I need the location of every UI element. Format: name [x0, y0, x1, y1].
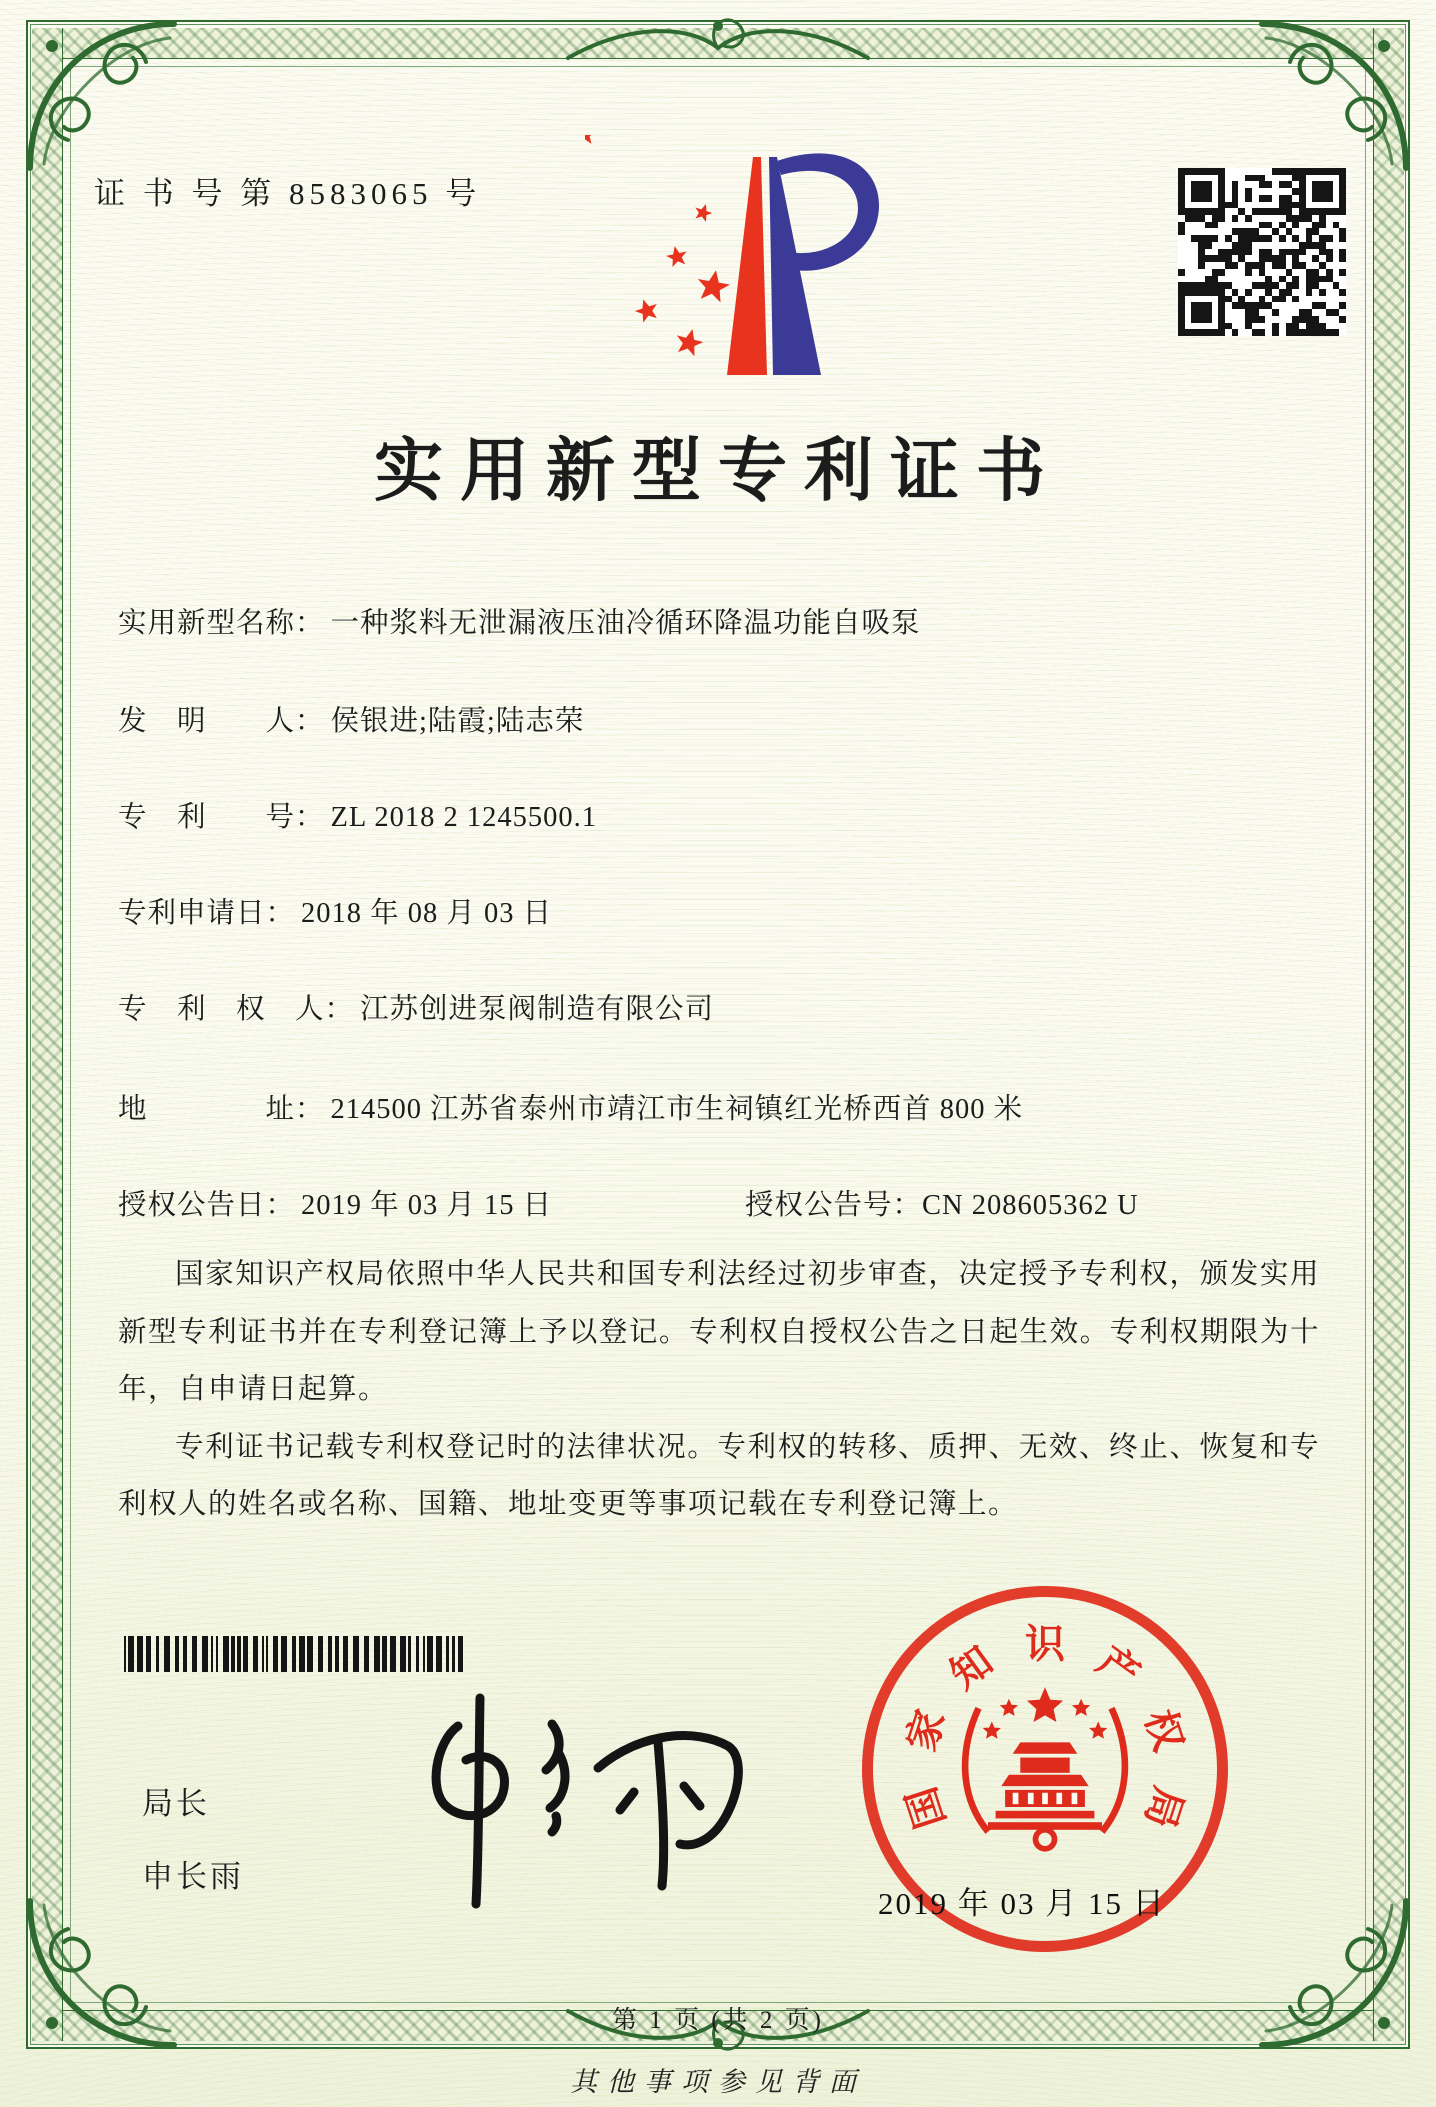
field-label: 地 址： — [118, 1094, 325, 1125]
field-row-inventors — [118, 698, 584, 739]
field-label: 授权公告日： — [118, 1190, 296, 1221]
field-row-patent-number — [118, 794, 597, 835]
body-paragraph: 国家知识产权局依照中华人民共和国专利法经过初步审查，决定授予专利权，颁发实用新型专利证书并在专利登记簿上予以登记。专利权自授权公告之日起生效。专利权期限为十年，自申请日起算。 — [118, 1259, 1320, 1406]
field-value: 侯银进;陆霞;陆志荣 — [330, 706, 585, 737]
seal-arc-character: 权 — [1136, 1704, 1192, 1757]
certificate-number: 证 书 号 第 8583065 号 — [94, 176, 482, 211]
back-side-note: 其他事项参见背面 — [570, 2067, 866, 2097]
national-emblem-icon — [950, 1666, 1140, 1856]
field-value: 214500 江苏省泰州市靖江市生祠镇红光桥西首 800 米 — [330, 1094, 1024, 1125]
field-row-filing-date — [118, 890, 552, 931]
seal-arc-character: 国 — [898, 1781, 954, 1834]
field-row-grant-number — [745, 1182, 1139, 1223]
cnipa-logo-icon — [585, 135, 895, 395]
field-row-grant-date — [118, 1182, 552, 1223]
field-label: 专 利 号： — [118, 802, 325, 833]
field-value: CN 208605362 U — [922, 1190, 1139, 1221]
body-paragraph: 专利证书记载专利权登记时的法律状况。专利权的转移、质押、无效、终止、恢复和专利权人的姓名或名称、国籍、地址变更等事项记载在专利登记簿上。 — [118, 1431, 1320, 1521]
field-label: 实用新型名称： — [118, 608, 325, 639]
legal-text-block — [118, 1246, 1320, 1534]
field-value: 2019 年 03 月 15 日 — [301, 1190, 553, 1221]
seal-arc-character: 识 — [1025, 1621, 1065, 1667]
director-title: 局长 — [142, 1786, 210, 1821]
qr-code — [1178, 168, 1346, 336]
field-row-patentee — [118, 986, 714, 1027]
field-label: 专 利 权 人： — [118, 994, 355, 1025]
field-value: ZL 2018 2 1245500.1 — [330, 802, 598, 833]
field-row-address — [118, 1086, 1023, 1127]
seal-arc-character: 局 — [1136, 1781, 1192, 1834]
field-label: 专利申请日： — [118, 898, 296, 929]
seal-arc-character: 知 — [942, 1637, 1001, 1698]
border-band-right — [1373, 28, 1404, 2041]
director-block — [142, 1778, 244, 1924]
field-value: 江苏创进泵阀制造有限公司 — [360, 994, 715, 1025]
field-value: 一种浆料无泄漏液压油冷循环降温功能自吸泵 — [330, 608, 921, 639]
barcode — [124, 1636, 472, 1672]
seal-date: 2019 年 03 月 15 日 — [878, 1886, 1166, 1921]
seal-arc-character: 家 — [898, 1704, 954, 1757]
seal-arc-character: 产 — [1089, 1637, 1148, 1698]
page-number: 第 1 页 (共 2 页) — [612, 2007, 824, 2034]
director-signature — [340, 1690, 770, 1920]
field-label: 授权公告号： — [745, 1190, 923, 1221]
certificate-title: 实用新型专利证书 — [374, 433, 1062, 509]
corner-flourish-icon — [1254, 16, 1414, 176]
field-row-utility-model-name — [118, 600, 921, 641]
top-center-scroll-icon — [558, 14, 878, 72]
field-label: 发 明 人： — [118, 706, 325, 737]
director-name: 申长雨 — [142, 1859, 244, 1894]
border-band-left — [32, 28, 63, 2041]
field-value: 2018 年 08 月 03 日 — [301, 898, 553, 929]
corner-flourish-icon — [22, 16, 182, 176]
